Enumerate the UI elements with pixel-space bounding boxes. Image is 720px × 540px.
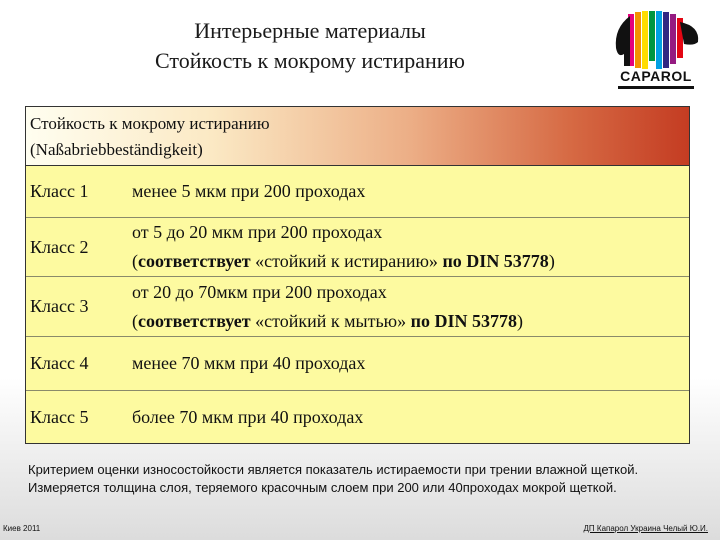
description-cell [132,391,689,443]
footer-author: ДП Капарол Украина Челый Ю.И. [583,524,708,533]
description-text: более 70 мкм при 40 проходах [132,406,364,427]
class-cell: Класс 1 [30,181,89,201]
logo-wordmark: CAPAROL [620,68,692,84]
table-row [26,166,689,218]
description-text: от 20 до 70мкм при 200 проходах [132,281,387,302]
description-text: менее 5 мкм при 200 проходах [132,181,366,201]
description-note: (соответствует «стойкий к истиранию» по DIN 53778) [132,251,555,271]
title-line-2: Стойкость к мокрому истиранию [155,48,465,73]
abrasion-class-table [25,106,690,444]
class-cell: Класс 3 [30,296,89,316]
table-row [26,337,689,391]
table-header [26,107,689,166]
title-line-1: Интерьерные материалы [194,18,426,43]
footer-location-date: Киев 2011 [3,524,41,533]
table-header-line-1: Стойкость к мокрому истиранию [30,114,270,133]
class-cell: Класс 4 [30,353,89,373]
footnote-text: Критерием оценки износостойкости является показатель истираемости при трении влажной щеткой. Измеряется толщина слоя, теряемого красочным слоем при 200 или 40проходах мокрой щеткой. [28,462,639,495]
description-text: от 5 до 20 мкм при 200 проходах [132,222,383,242]
slide-title [60,16,560,76]
description-cell [132,277,689,336]
table-header-line-2: (Naßabriebbeständigkeit) [30,140,203,159]
description-cell [132,166,689,217]
table-row [26,277,689,337]
description-cell [132,337,689,390]
table-row [26,218,689,277]
table-row [26,391,689,443]
description-text: менее 70 мкм при 40 проходах [132,353,366,373]
class-cell: Класс 2 [30,236,89,257]
description-note: (соответствует «стойкий к мытью» по DIN 53778) [132,310,523,331]
class-cell: Класс 5 [30,406,89,427]
description-cell [132,218,689,276]
logo-underline [618,86,694,89]
